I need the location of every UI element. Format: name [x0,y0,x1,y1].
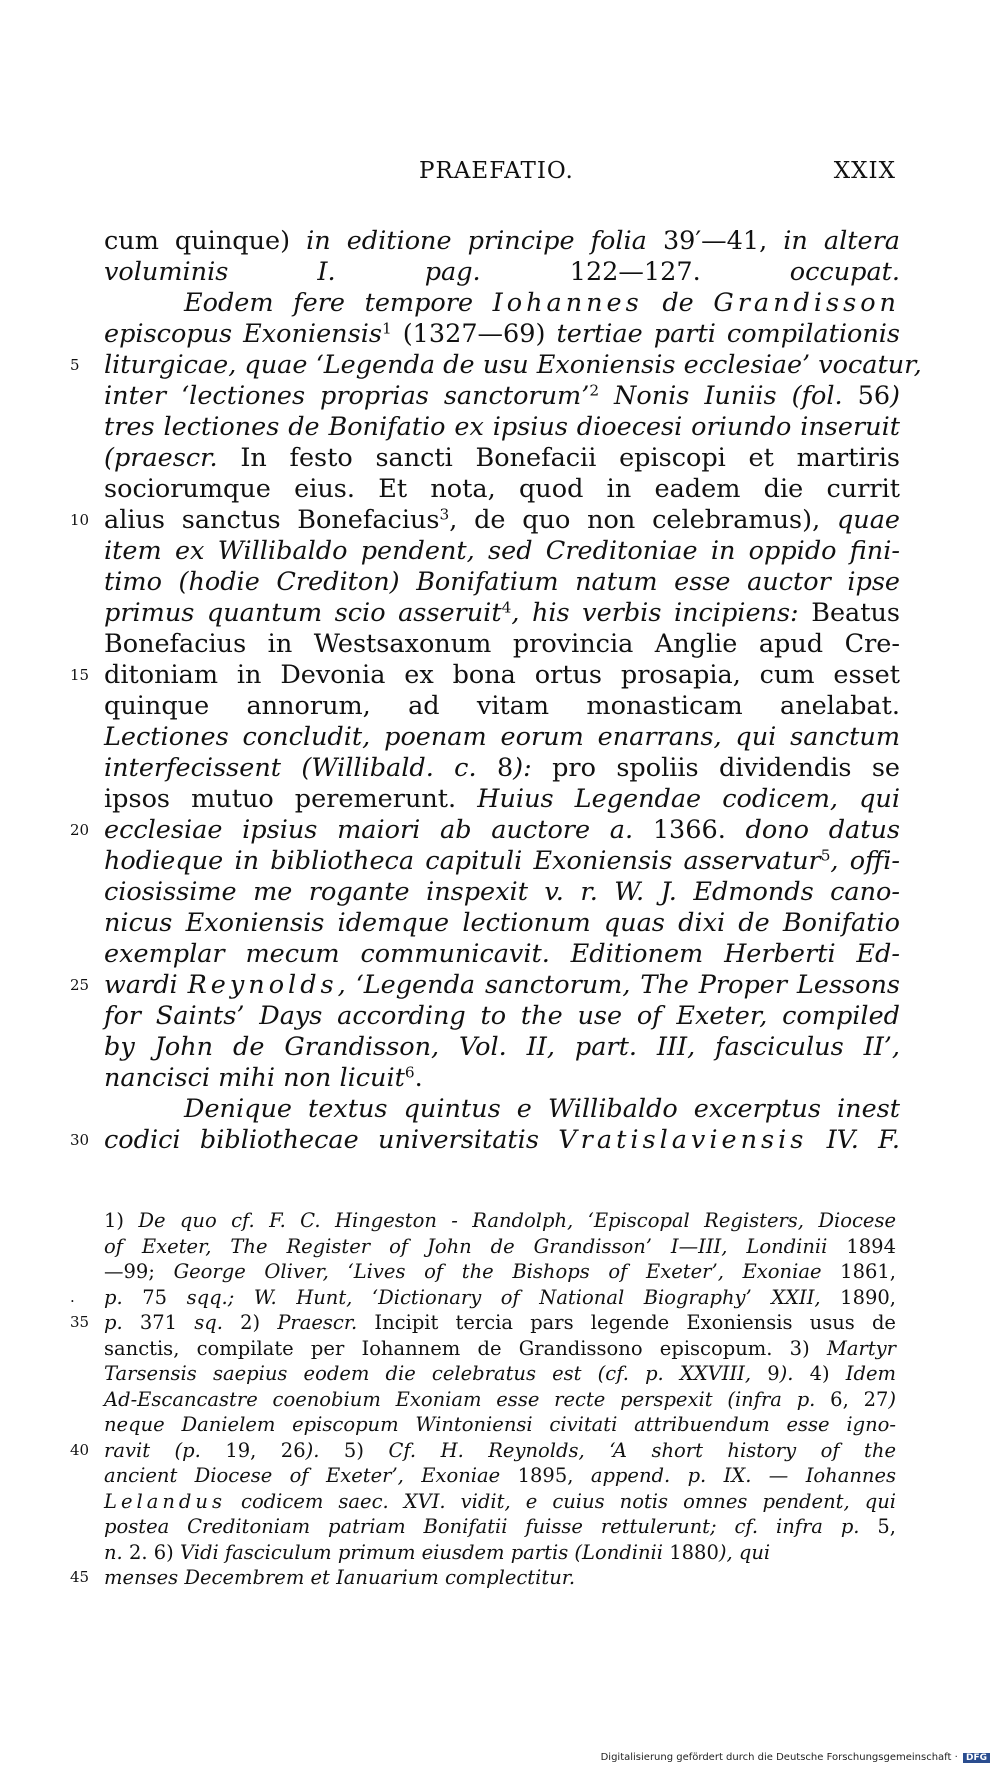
roman-text: —99; [104,1260,174,1283]
text-line [70,815,900,846]
italic-text: voluminis I. pag. [104,257,570,287]
italic-text: postea Creditoniam patriam Bonifatii fuisse rettulerunt; cf. infra p. [104,1515,878,1538]
roman-text: cum quinque) [104,226,307,256]
italic-text: ravit (p. [104,1438,226,1462]
italic-text: neque Danielem episcopum Wintoniensi civitati attribuendum esse igno- [104,1413,896,1436]
italic-text: ciosissime me rogante inspexit v. r. W. J. Edmonds cano- [104,877,900,907]
italic-text: De quo cf. F. C. Hingeston - Randolph, ‘Episcopal Registers, Diocese [138,1209,896,1232]
text-line [104,877,900,908]
italic-text: IV. F. [807,1125,900,1155]
text-line [104,536,900,567]
italic-text: sqq.; W. Hunt, ‘Dictionary of National Biography’ XXII, [186,1285,841,1309]
text-line [70,350,922,381]
roman-text: In festo sancti Bonefacii episcopi et martiris [240,443,900,473]
spaced-name: Iohannes [492,288,643,318]
text-line [70,660,900,691]
roman-text: 5, [877,1515,896,1538]
italic-text: de [642,288,714,318]
footnote-ref: 5 [820,846,831,865]
text-line [70,1125,900,1156]
text-line [104,908,900,939]
italic-text: Denique textus quintus e Willibaldo excerptus inest [184,1094,900,1124]
footnote-line [104,1412,896,1438]
italic-text: Cf. H. Reynolds, ‘A short history of the [388,1438,896,1462]
italic-text: in altera [783,226,900,256]
footnote-line [104,1336,896,1362]
italic-text: hodieque in bibliotheca capituli Exoniensis asservatur [104,846,821,876]
roman-text: ditoniam in Devonia ex bona ortus prosapia, cum esset [104,660,900,690]
italic-text: tres lectiones de Bonifatio ex ipsius dioecesi oriundo inseruit [104,412,900,442]
italic-text: quae [836,505,900,535]
italic-text: p. [104,1285,143,1309]
roman-text: 39′—41, [662,226,784,256]
text-line [104,567,900,598]
dfg-logo: DFG [963,1753,990,1763]
footnote-line [104,1361,896,1387]
roman-text: sanctis, compilate per Iohannem de Grandissono episcopum. 3) [104,1336,827,1360]
footnote-ref: 6 [404,1063,415,1082]
roman-text: , de quo non celebramus), [449,505,837,535]
spaced-name: Grandisson [713,288,900,318]
italic-text: of Exeter, The Register of John de Grandisson’ I—III, Londinii [104,1234,847,1258]
text-line [104,1063,900,1094]
roman-text: Bonefacius in Westsaxonum provincia Anglie apud Cre- [104,629,900,659]
italic-text: Ad-Escancastre coenobium Exoniam esse recte perspexit (infra p. [104,1387,831,1411]
italic-text: , his verbis incipiens: [511,598,812,628]
roman-text: 371 [139,1311,195,1334]
italic-text: ). [305,1438,320,1462]
italic-text: nicus Exoniensis idemque lectionum quas dixi de Bonifatio [104,908,900,938]
footnotes [70,1208,896,1591]
text-line [104,691,900,722]
roman-text: 122—127. [569,257,790,287]
roman-text: 6, 27 [830,1387,889,1411]
italic-text: Tarsensis saepius eodem die celebratus est (cf. p. XXVIII, [104,1362,768,1385]
footnote-line [104,1387,896,1413]
italic-text: append. p. IX. — Iohannes [590,1464,896,1487]
text-line [104,1032,900,1063]
italic-text: , ‘Legenda sanctorum, The Proper Lessons [337,970,900,1000]
italic-text: Eodem fere tempore [184,288,493,318]
footnote-line [104,1463,896,1489]
text-line [104,474,900,505]
italic-text: tertiae parti compilationis [556,319,900,349]
italic-text: interfecissent (Willibald. c. [104,753,497,783]
italic-text: wardi [104,970,188,1000]
footnote-ref: 2 [589,381,600,400]
italic-text: ), qui [718,1540,771,1564]
italic-text: ). [779,1362,810,1385]
line-number: 45 [70,1568,90,1586]
italic-text: ecclesiae ipsius maiori ab auctore a. [104,815,653,845]
text-line [104,1001,900,1032]
italic-text: ) [890,381,900,411]
roman-text: Incipit tercia pars legende Exoniensis usus de [374,1311,896,1334]
italic-text: liturgicae, quae ‘Legenda de usu Exoniensis ecclesiae’ vocatur, [104,350,922,380]
running-header [104,158,896,192]
footnote-ref: 4 [501,598,512,617]
roman-text: 1895, [517,1464,591,1487]
roman-text: 2. 6) [128,1540,180,1564]
line-number: 40 [70,1440,90,1459]
running-title: PRAEFATIO. [419,158,574,184]
page-number: XXIX [833,158,896,184]
line-number: . [70,1287,75,1306]
italic-text: codicem saec. XVI. vidit, e cuius notis omnes pendent, qui [225,1489,896,1513]
roman-text: quinque annorum, ad vitam monasticam anelabat. [104,691,900,721]
roman-text: 1) [104,1209,139,1232]
roman-text: 2) [222,1311,278,1334]
roman-text: 1880 [669,1540,719,1564]
italic-text: Praescr. [277,1311,375,1334]
italic-text: primus quantum scio asseruit [104,598,502,628]
footnote-line [70,1285,896,1311]
footnote-line [70,1438,896,1464]
spaced-name: Lelandus [104,1489,226,1513]
footnote-line [104,1234,896,1260]
footnote-line [104,1540,896,1566]
footnote-line [70,1565,896,1591]
text-line [104,226,900,257]
roman-text: 5) [319,1438,389,1462]
roman-text: Beatus [811,598,900,628]
italic-text: sq. [194,1311,223,1334]
digitization-credit [601,1752,990,1763]
roman-text: ipsos mutuo peremerunt. [104,784,478,814]
roman-text: 8 [496,753,514,783]
italic-text: nancisci mihi non licuit [104,1063,405,1093]
text-line [104,257,900,288]
roman-text: 1890, [840,1285,896,1309]
line-number: 5 [70,356,80,374]
italic-text: inter ‘lectiones proprias sanctorum’ [104,381,590,411]
text-line [104,629,900,660]
roman-text: 19, 26 [225,1438,306,1462]
roman-text: pro spoliis dividendis se [552,753,900,783]
italic-text: Nonis Iuniis (fol. [599,381,858,411]
text-line [104,753,900,784]
footnote-line [104,1259,896,1285]
footnote-line [104,1514,896,1540]
roman-text: 4) [809,1362,846,1385]
italic-text: George Oliver, ‘Lives of the Bishops of Exeter’, Exoniae [173,1260,841,1283]
text-line [104,722,900,753]
italic-text: p. [104,1311,140,1334]
line-number: 30 [70,1131,90,1149]
italic-text: timo (hodie Crediton) Bonifatium natum esse auctor ipse [104,567,900,597]
italic-text: ): [513,753,553,783]
roman-text: . [414,1063,423,1093]
roman-text: sociorumque eius. Et nota, quod in eadem die currit [104,474,900,504]
text-line [104,412,900,443]
italic-text: for Saints’ Days according to the use of Exeter, compiled [104,1001,900,1031]
italic-text: codici bibliothecae universitatis [104,1125,559,1155]
italic-text: occupat. [789,257,900,287]
italic-text: episcopus Exoniensis [104,319,382,349]
roman-text: 1366. [652,815,746,845]
italic-text: exemplar mecum communicavit. Editionem Herberti Ed- [104,939,900,969]
roman-text: (1327—69) [391,319,557,349]
spaced-name: Reynolds [187,970,338,1000]
text-line [104,846,900,877]
italic-text: dono datus [745,815,900,845]
footnote-line [70,1310,896,1336]
text-line [70,505,900,536]
italic-text: , offi- [830,846,900,876]
roman-text: 9 [767,1362,780,1385]
credit-text: Digitalisierung gefördert durch die Deutsche Forschungsgemeinschaft · [600,1752,958,1763]
italic-text: by John de Grandisson, Vol. II, part. III, fasciculus II’, [104,1032,900,1062]
italic-text: in editione principe folia [306,226,663,256]
text-line [104,784,900,815]
roman-text: alius sanctus Bonefacius [104,505,440,535]
roman-text: 75 [142,1285,187,1309]
italic-text: item ex Willibaldo pendent, sed Creditoniae in oppido fini- [104,536,900,566]
footnote-ref: 3 [439,505,450,524]
text-line [104,939,900,970]
italic-text: menses Decembrem et Ianuarium complectitur. [104,1566,576,1589]
italic-text: Huius Legendae codicem, qui [477,784,900,814]
italic-text: Idem [845,1362,896,1385]
italic-text: ) [888,1387,896,1411]
footnote-ref: 1 [381,319,392,338]
italic-text: Martyr [826,1336,896,1360]
spaced-name: Vratislaviensis [558,1125,808,1155]
footnote-line [104,1208,896,1234]
main-text [70,226,922,1156]
text-line [104,1094,900,1125]
text-line [104,319,900,350]
line-number: 25 [70,976,90,994]
text-line [104,598,900,629]
footnote-line [104,1489,896,1515]
text-line [70,970,900,1001]
text-line [104,288,900,319]
text-line [104,443,900,474]
roman-text: 1894 [846,1234,896,1258]
line-number: 15 [70,666,90,684]
text-line [104,381,900,412]
line-number: 20 [70,821,90,839]
line-number: 10 [70,511,90,529]
italic-text: n. [104,1540,129,1564]
italic-text: ancient Diocese of Exeter’, Exoniae [104,1464,518,1487]
roman-text: 1861, [840,1260,896,1283]
line-number: 35 [70,1313,90,1331]
italic-text: (praescr. [104,443,241,473]
italic-text: Lectiones concludit, poenam eorum enarrans, qui sanctum [104,722,900,752]
italic-text: Vidi fasciculum primum eiusdem partis (Londinii [180,1540,670,1564]
roman-text: 56 [857,381,891,411]
